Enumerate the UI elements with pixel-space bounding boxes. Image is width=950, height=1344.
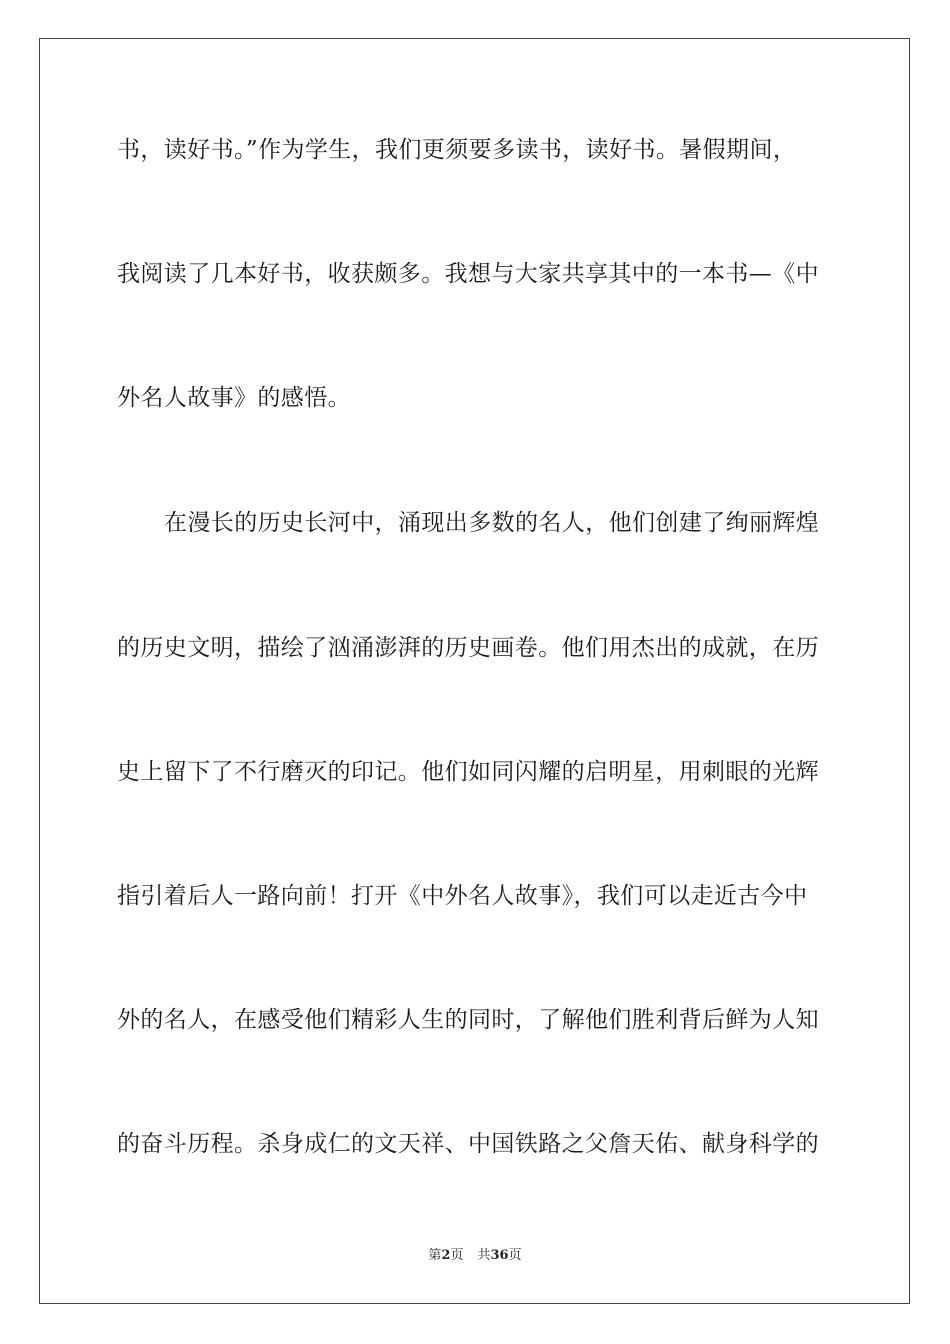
- page-border: [39, 38, 910, 1304]
- page-number: 2: [441, 1248, 451, 1263]
- total-prefix: 共: [477, 1248, 491, 1263]
- text-line-5: 的历史文明，描绘了汹涌澎湃的历史画卷。他们用杰出的成就，在历: [117, 635, 819, 661]
- paragraph-start-line: 在漫长的历史长河中，涌现出多数的名人，他们创建了绚丽辉煌: [164, 510, 820, 536]
- text-line-3: 外名人故事》的感悟。: [117, 385, 351, 411]
- text-line-7: 指引着后人一路向前！打开《中外名人故事》，我们可以走近古今中: [117, 883, 808, 909]
- page-footer: [0, 1247, 950, 1265]
- text-line-1: 书，读好书。”作为学生，我们更须要多读书，读好书。暑假期间，: [117, 137, 797, 163]
- page-suffix: 页: [450, 1248, 464, 1263]
- text-line-9: 的奋斗历程。杀身成仁的文天祥、中国铁路之父詹天佑、献身科学的: [117, 1131, 819, 1157]
- text-line-2: 我阅读了几本好书，收获颇多。我想与大家共享其中的一本书—《中: [117, 261, 819, 287]
- total-pages: 36: [490, 1248, 509, 1263]
- text-line-8: 外的名人，在感受他们精彩人生的同时，了解他们胜利背后鲜为人知: [117, 1007, 819, 1033]
- text-line-6: 史上留下了不行磨灭的印记。他们如同闪耀的启明星，用刺眼的光辉: [117, 759, 819, 785]
- page-prefix: 第: [428, 1248, 442, 1263]
- total-suffix: 页: [508, 1248, 522, 1263]
